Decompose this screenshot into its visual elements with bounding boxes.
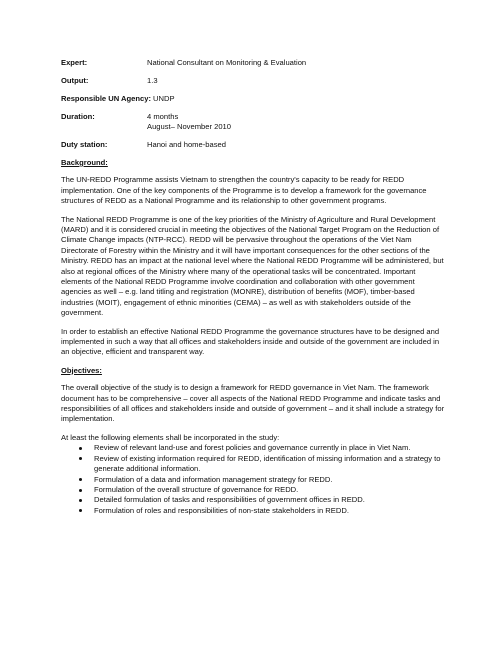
field-label: Responsible UN Agency: (61, 93, 152, 103)
background-heading: Background: (61, 157, 108, 167)
terms-of-reference (61, 58, 446, 516)
field-label: Output: (61, 75, 89, 85)
field-duty-station (61, 140, 446, 150)
duration-period: August– November 2010 (147, 122, 232, 132)
field-output (61, 76, 446, 86)
field-expert (61, 58, 446, 68)
duration-length: 4 months (147, 111, 179, 121)
objectives-heading: Objectives: (61, 365, 102, 375)
field-duration (61, 112, 446, 133)
list-item: Formulation of a data and information management strategy for REDD. (86, 475, 446, 485)
field-label: Expert: (61, 58, 88, 67)
list-item: Formulation of the overall structure of governance for REDD. (86, 485, 446, 495)
list-item: Formulation of roles and responsibilities of non-state stakeholders in REDD. (86, 506, 446, 516)
field-value (147, 112, 446, 133)
elements-intro: At least the following elements shall be incorporated in the study: (61, 432, 280, 442)
list-item: Review of existing information required for REDD, identification of missing information and a strategy to generate additional information. (86, 454, 446, 475)
field-value: 1.3 (147, 75, 158, 85)
background-paragraph-2: The National REDD Programme is one of the key priorities of the Ministry of Agriculture and Rural Development (MARD) and it is considered crucial in meeting the objectives of the National Target Program on the Reduction of Climate Change impacts (NTP-RCC). REDD will be pervasive throughout the operations of the Viet Nam Directorate of Forestry within the Ministry and it will have important consequences for the other sections of the Ministry. REDD has an impact at the national level where the National REDD Programme will be administered, but also at regional offices of the Ministry where many of the operational tasks will be concentrated. Important elements of the National REDD Programme involve coordination and collaboration with other government agencies as well – e.g. land titling and registration (MONRE), distribution of benefits (MOF), timber-based industries (MOIT), engagement of ethnic minorities (CEMA) – as well as with stakeholders outside of the government. (61, 214, 444, 318)
list-item: Review of relevant land-use and forest policies and governance currently in place in Viet Nam. (86, 443, 446, 453)
field-label: Duty station: (61, 140, 108, 150)
field-value: UNDP (153, 93, 175, 103)
field-agency (61, 94, 446, 104)
field-label: Duration: (61, 111, 95, 121)
field-value: National Consultant on Monitoring & Evaluation (147, 58, 307, 67)
background-paragraph-1: The UN-REDD Programme assists Vietnam to strengthen the country's capacity to be ready for REDD implementation. One of the key components of the Programme is to develop a framework for the governance structures of REDD as a National Programme and its relationship to other government programs. (61, 175, 427, 206)
elements-list (61, 443, 446, 516)
background-paragraph-3: In order to establish an effective National REDD Programme the governance structures have to be designed and implemented in such a way that all offices and stakeholders inside and outside of the government are included in an objective, efficient and transparent way. (61, 326, 440, 357)
list-item: Detailed formulation of tasks and responsibilities of government offices in REDD. (86, 495, 446, 505)
objectives-paragraph: The overall objective of the study is to design a framework for REDD governance in Viet Nam. The framework document has to be comprehensive – cover all aspects of the National REDD Programme and indicate tasks and responsibilities of all offices and stakeholders inside and outside of government – and it shall include a strategy for implementation. (61, 383, 445, 424)
field-value: Hanoi and home-based (147, 140, 226, 150)
